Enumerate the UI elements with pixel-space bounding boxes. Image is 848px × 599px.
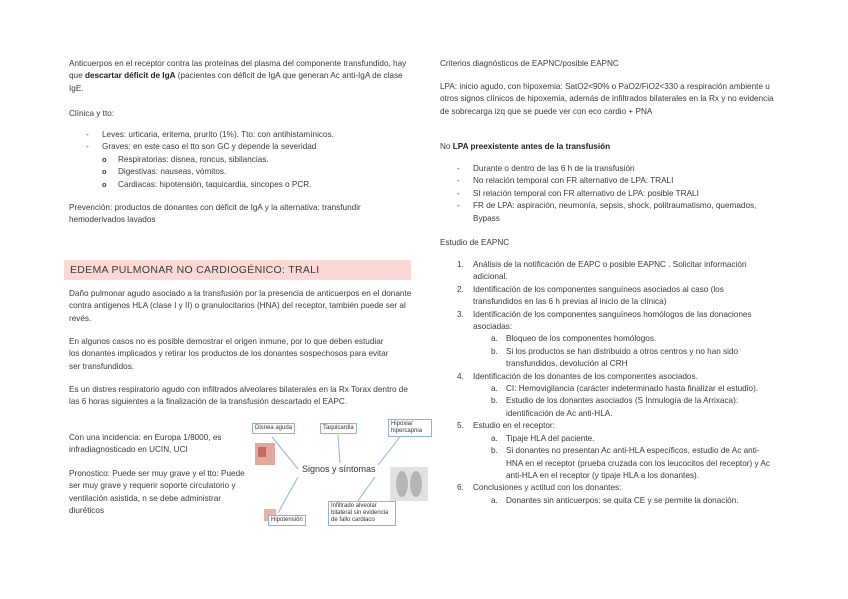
list-item: b. Estudio de los donantes asociados (S Inmulogía de la Arrixaca): identificación de Ac anti-HLA. <box>491 396 739 418</box>
iga-paragraph: Anticuerpos en el receptor contra las proteínas del plasma del componente transfundido, hay que descartar déficit de IgA (pacientes con déficit de IgA que generan Ac anti-IgA de clase IgE. <box>69 59 407 93</box>
sublist-3 <box>440 333 774 370</box>
sublist-4 <box>440 383 774 420</box>
trali-paragraph-3: Es un distres respiratorio agudo con infiltrados alveolares bilaterales en la Rx Torax dentro de las 6 horas siguientes a la finalización de la transfusión descartado el EAPC. <box>69 385 408 407</box>
lpa-paragraph: LPA: inicio agudo, con hipoxemia: SatO2<90% o PaO2/FiO2<330 a respiración ambiente u otros signos clínicos de hipoxemia, además de infiltrados bilaterales en la Rx y no evidencia de sobrecarga izq que se puede ver con eco cardio + PNA <box>440 82 774 116</box>
trali-paragraph-1: Daño pulmonar agudo asociado a la transfusión por la presencia de anticuerpos en el donante contra antígenos HLA (clase I y II) o granulocitarios (HNA) del receptor, también puede ser al revés. <box>69 289 412 323</box>
list-item: b. Si los productos se han distribuido a otros centros y no han sido transfundidos, devolución al CRH <box>491 346 739 369</box>
label-hipoxia: Hipoxia/ hipercapnia <box>388 419 432 437</box>
list-item: 5. Estudio en el receptor: a. Tipaje HLA del paciente. b. Si donantes no presentan Ac anti-HLA específicos, estudio de Ac anti-HNA en el receptor (prueba cruzada con los leucocitos del receptor) y Ac anti-HLA en el receptor (y tipaje HLA a los donantes). <box>440 420 774 482</box>
incidencia-paragraph: Con una incidencia: en Europa 1/8000, es infradiagnosticado en UCIN, UCI <box>69 433 222 455</box>
severity-sublist <box>69 154 414 191</box>
sublist-5 <box>440 433 774 483</box>
sublist-6 <box>440 495 774 507</box>
list-item: o Cardiacas: hipotensión, taquicardia, sincopes o PCR. <box>69 179 414 191</box>
list-item: - Durante o dentro de las 6 h de la transfusión <box>440 163 770 175</box>
list-item: 4. Identificación de los donantes de los componentes asociados. a. CI: Hemovigilancia (carácter indeterminado hasta finalizar el estudio). b. Estudio de los donantes asociados (S Inmulogía de la Arrixaca): identificación de Ac anti-HLA. <box>440 371 774 421</box>
list-item: a. Tipaje HLA del paciente. <box>491 433 595 443</box>
list-item: a. CI: Hemovigilancia (carácter indeterminado hasta finalizar el estudio). <box>491 384 759 394</box>
estudio-list <box>440 259 774 507</box>
list-item: 6. Conclusiones y actitud con los donantes: a. Donantes sin anticuerpos: se quita CE y se permite la donación. <box>440 482 774 507</box>
list-item: o Digestivas: nauseas, vómitos. <box>69 166 414 178</box>
clinica-list <box>69 129 414 191</box>
estudio-heading: Estudio de EAPNC <box>440 238 510 247</box>
list-item: - No relación temporal con FR alternativo de LPA: TRALI <box>440 175 770 187</box>
list-item: a. Donantes sin anticuerpos: se quita CE y se permite la donación. <box>491 495 739 505</box>
list-item: 2. Identificación de los componentes sanguíneos asociados al caso (los transfundidos en las 6 h previas al inicio de la clínica) <box>457 284 724 307</box>
list-item: - Graves: en este caso el tto son GC y depende la severidad o Respiratorias: disnea, roncus, sibilancias. o Digestivas: nauseas, vómitos. o Cardiacas: hipotensión, taquicardia, sincopes o PCR. <box>69 141 414 191</box>
list-item: - Leves: urticaria, eritema, prurito (1%). Tto: con antihistamínicos. <box>69 129 414 141</box>
clinica-label: Clínica y tto: <box>69 109 115 118</box>
list-item: 3. Identificación de los componentes sanguíneos homólogos de las donaciones asociadas: a. Bloqueo de los componentes homólogos. b. Si los productos se han distribuido a otros centros y no han sido transfundidos, devolución al CRH <box>440 309 774 371</box>
label-hipotension: Hipotensión <box>268 515 306 526</box>
label-disnea: Disnea aguda <box>252 423 295 434</box>
trali-paragraph-2: En algunos casos no es posible demostrar el origen inmune, por lo que deben estudiar los donantes implicados y retirar los productos de los donantes sospechosos para evitar ser transfundidos. <box>69 337 389 371</box>
diagram-center-label: Signos y síntomas <box>302 464 376 474</box>
list-item: 1. Análisis de la notificación de EAPC o posible EAPNC . Solicitar información adicional. <box>457 260 747 282</box>
list-item: a. Bloqueo de los componentes homólogos. <box>491 334 657 344</box>
list-item: - SI relación temporal con FR alternativo de LPA: posible TRALI <box>440 188 770 200</box>
xray-image <box>390 467 428 501</box>
section-heading-trali: EDEMA PULMONAR NO CARDIOGÉNICO: TRALI <box>64 260 411 280</box>
criterios-heading: Criterios diagnósticos de EAPNC/posible EAPNC <box>440 59 619 68</box>
pronostico-paragraph: Pronostico: Puede ser muy grave y el tto: Puede ser muy grave y requerir soporte circulatorio y ventilación asistida, n se debe administrar diuréticos <box>69 469 245 516</box>
no-lpa-line: No LPA preexistente antes de la transfusión <box>440 142 611 151</box>
list-item: - FR de LPA: aspiración, neumonía, sepsis, shock, politraumatismo, quemados, Bypass <box>440 200 770 225</box>
lpa-criteria-list <box>440 163 770 225</box>
label-infiltrado: Infiltrado alveolar bilateral sin evidencia de fallo cardiaco <box>328 501 396 526</box>
list-item: b. Si donantes no presentan Ac anti-HLA específicos, estudio de Ac anti-HNA en el receptor (prueba cruzada con los leucocitos del receptor) y Ac anti-HLA en el receptor (y tipaje HLA a los donantes). <box>491 446 770 480</box>
label-taquicardia: Taquicardia <box>320 423 357 434</box>
signs-diagram <box>250 419 440 531</box>
list-item: o Respiratorias: disnea, roncus, sibilancias. <box>69 154 414 166</box>
prevencion-paragraph: Prevención: productos de donantes con déficit de IgA y la alternativa: transfundir hemoderivados lavados <box>69 203 361 225</box>
